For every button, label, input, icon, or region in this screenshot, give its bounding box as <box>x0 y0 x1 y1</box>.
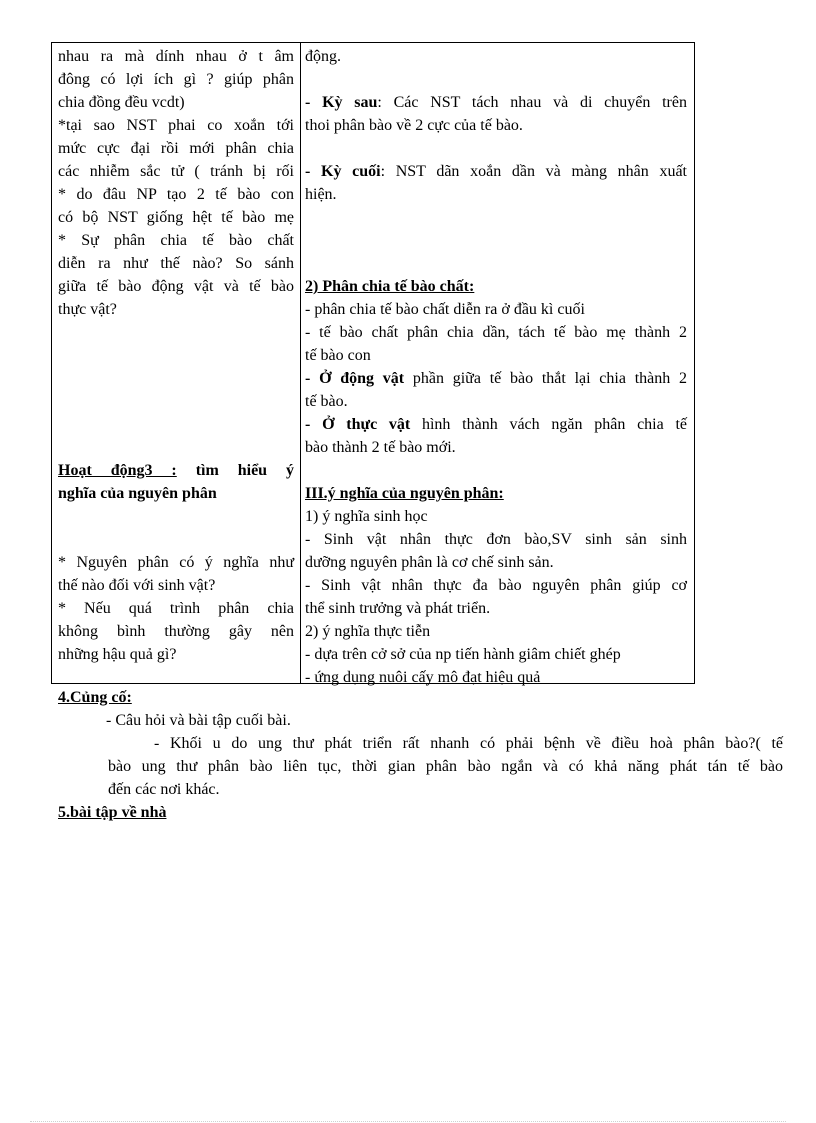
question-line: thực vật? <box>58 301 117 318</box>
content-line: - Sinh vật nhân thực đa bào nguyên phân giúp cơ <box>305 577 687 594</box>
content-line <box>305 68 687 91</box>
question-line: thế nào đối với sinh vật? <box>58 577 216 594</box>
content-line: - ứng dụng nuôi cấy mô đạt hiệu quả <box>305 669 541 686</box>
line-text: hình thành vách ngăn phân chia tế <box>410 416 688 433</box>
question-line: * Sự phân chia tế bào chất <box>58 232 294 249</box>
content-line: thoi phân bào về 2 cực của tế bào. <box>305 117 523 134</box>
content-line: III.ý nghĩa của nguyên phân: <box>305 485 504 502</box>
lesson-table <box>51 42 695 684</box>
content-line <box>305 413 687 436</box>
question-line: *tại sao NST phai co xoắn tới <box>58 117 294 134</box>
column-divider <box>300 43 301 683</box>
content-line: dưỡng nguyên phân là cơ chế sinh sản. <box>305 554 554 571</box>
content-line: 2) ý nghĩa thực tiễn <box>305 623 431 640</box>
after-table-section <box>58 686 783 824</box>
question-line: * Nguyên phân có ý nghĩa như <box>58 554 294 571</box>
line-text: phần giữa tế bào thắt lại chia thành 2 <box>404 370 687 387</box>
content-line: 2) Phân chia tế bào chất: <box>305 278 475 295</box>
question-line <box>58 459 294 482</box>
question-line: những hậu quả gì? <box>58 646 177 663</box>
bold-term: - Kỳ sau <box>305 94 378 111</box>
content-line: - tế bào chất phân chia dần, tách tế bào mẹ thành 2 <box>305 324 687 341</box>
activity-heading: Hoạt động3 : <box>58 462 177 479</box>
cungco-line: - Khối u do ung thư phát triển rất nhanh có phải bệnh về điều hoà phân bào?( tế <box>154 735 783 752</box>
content-line <box>305 367 687 390</box>
question-line <box>58 390 294 413</box>
question-line <box>58 528 294 551</box>
cungco-line: - Câu hỏi và bài tập cuối bài. <box>106 712 291 729</box>
content-line: 1) ý nghĩa sinh học <box>305 508 428 525</box>
bold-term: - Ở thực vật <box>305 416 411 433</box>
bold-term: - Kỳ cuối <box>305 163 381 180</box>
bold-term: - Ở động vật <box>305 370 405 387</box>
content-line <box>305 252 687 275</box>
content-line: động. <box>305 48 341 65</box>
cungco-heading: 4.Củng cố: <box>58 689 132 706</box>
question-line: giữa tế bào động vật và tế bào <box>58 278 294 295</box>
content-line: hiện. <box>305 186 337 203</box>
line-text: : Các NST tách nhau và di chuyển trên <box>377 94 687 111</box>
page-bottom-dotted-line <box>30 1121 786 1122</box>
question-line: diễn ra như thế nào? So sánh <box>58 255 294 272</box>
question-line: các nhiễm sắc tử ( tránh bị rối <box>58 163 294 180</box>
question-line: chia đồng đều vcdt) <box>58 94 185 111</box>
question-line <box>58 505 294 528</box>
line-text: : NST dãn xoắn dần và màng nhân xuất <box>380 163 687 180</box>
question-line: nghĩa của nguyên phân <box>58 485 217 502</box>
content-line: - dựa trên cở sở của np tiến hành giâm chiết ghép <box>305 646 621 663</box>
activity-heading-rest: tìm hiểu ý <box>176 462 294 479</box>
cungco-line: bào ung thư phân bào liên tục, thời gian phân bào ngắn và có khả năng phát tán tế bào <box>108 758 783 775</box>
question-line <box>58 321 294 344</box>
question-line <box>58 367 294 390</box>
question-line <box>58 436 294 459</box>
question-line: * Nếu quá trình phân chia <box>58 600 294 617</box>
question-line <box>58 344 294 367</box>
question-line: * do đâu NP tạo 2 tế bào con <box>58 186 294 203</box>
question-line: mức cực đại rồi mới phân chia <box>58 140 294 157</box>
content-line: thể sinh trưởng và phát triển. <box>305 600 491 617</box>
content-line: - phân chia tế bào chất diễn ra ở đầu kì cuối <box>305 301 585 318</box>
content-line <box>305 91 687 114</box>
question-line: đông có lợi ích gì ? giúp phân <box>58 71 294 88</box>
content-line: tế bào. <box>305 393 348 410</box>
content-line: tế bào con <box>305 347 371 364</box>
content-line <box>305 459 687 482</box>
content-line <box>305 137 687 160</box>
homework-heading: 5.bài tập về nhà <box>58 804 167 821</box>
content-line <box>305 229 687 252</box>
question-line: có bộ NST giống hệt tế bào mẹ <box>58 209 294 226</box>
question-line: không bình thường gây nên <box>58 623 294 640</box>
lesson-content-column <box>305 45 687 689</box>
question-line <box>58 413 294 436</box>
teacher-questions-column <box>58 45 294 666</box>
content-line: - Sinh vật nhân thực đơn bào,SV sinh sản sinh <box>305 531 687 548</box>
content-line <box>305 206 687 229</box>
cungco-line: đến các nơi khác. <box>108 781 220 798</box>
content-line <box>305 160 687 183</box>
content-line: bào thành 2 tế bào mới. <box>305 439 456 456</box>
question-line: nhau ra mà dính nhau ở t âm <box>58 48 294 65</box>
